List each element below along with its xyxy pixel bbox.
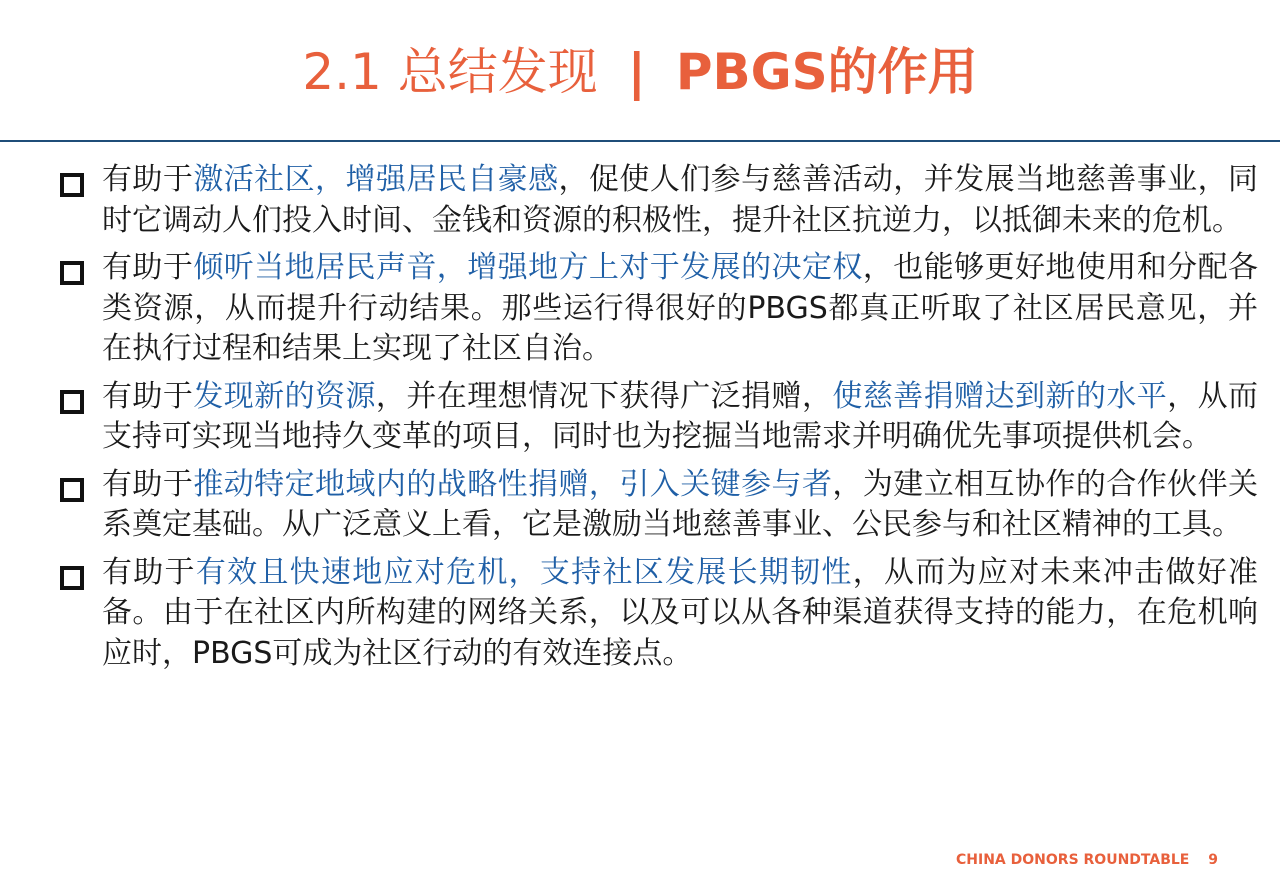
finding-item (58, 160, 1258, 241)
finding-text-prefix: 有助于 (102, 554, 196, 590)
finding-highlight: 使慈善捐赠达到新的水平 (832, 378, 1168, 414)
finding-text: ，也能够更好地使用和分配各类资源，从而提升行动结果。那些运行得很好的PBGS都真正听取了社区居民意见，并在执行过程和结果上实现了社区自治。 (102, 250, 1259, 366)
finding-text: ，从而支持可实现当地持久变革的项目，同时也为挖掘当地需求并明确优先事项提供机会。 (102, 378, 1259, 454)
finding-text-prefix: 有助于 (102, 162, 194, 197)
slide-title (0, 40, 1280, 104)
footer (956, 852, 1218, 868)
finding-highlight: 激活社区，增强居民自豪感 (193, 162, 559, 197)
finding-item (58, 377, 1258, 458)
finding-item (58, 248, 1258, 370)
finding-text: ，为建立相互协作的合作伙伴关系奠定基础。从广泛意义上看，它是激励当地慈善事业、公民参与和社区精神的工具。 (102, 466, 1259, 542)
square-bullet-icon (60, 173, 84, 197)
page-number: 9 (1208, 852, 1218, 868)
title-subject: PBGS的作用 (675, 43, 978, 101)
square-bullet-icon (60, 478, 84, 502)
finding-highlight: 推动特定地域内的战略性捐赠，引入关键参与者 (193, 466, 833, 502)
finding-item (58, 553, 1258, 675)
finding-text-prefix: 有助于 (102, 250, 194, 285)
finding-text: ，促使人们参与慈善活动，并发展当地慈善事业，同时它调动人们投入时间、金钱和资源的积极性，提升社区抗逆力，以抵御未来的危机。 (102, 162, 1259, 238)
findings-list (58, 160, 1258, 681)
finding-text-prefix: 有助于 (102, 378, 194, 414)
title-separator: | (627, 43, 646, 101)
finding-text: ，并在理想情况下获得广泛捐赠， (375, 378, 833, 414)
finding-highlight: 发现新的资源 (193, 378, 376, 414)
title-number: 2.1 (302, 43, 382, 101)
finding-item (58, 465, 1258, 546)
finding-text-prefix: 有助于 (102, 466, 194, 502)
title-divider (0, 140, 1280, 142)
square-bullet-icon (60, 390, 84, 414)
finding-highlight: 倾听当地居民声音，增强地方上对于发展的决定权 (193, 250, 863, 285)
square-bullet-icon (60, 566, 84, 590)
finding-highlight: 有效且快速地应对危机，支持社区发展长期韧性 (195, 554, 853, 590)
finding-text: ，从而为应对未来冲击做好准备。由于在社区内所构建的网络关系，以及可以从各种渠道获得支持的能力，在危机响应时，PBGS可成为社区行动的有效连接点。 (102, 554, 1259, 671)
title-topic: 总结发现 (397, 43, 598, 101)
footer-organization: CHINA DONORS ROUNDTABLE (956, 852, 1190, 868)
square-bullet-icon (60, 261, 84, 285)
